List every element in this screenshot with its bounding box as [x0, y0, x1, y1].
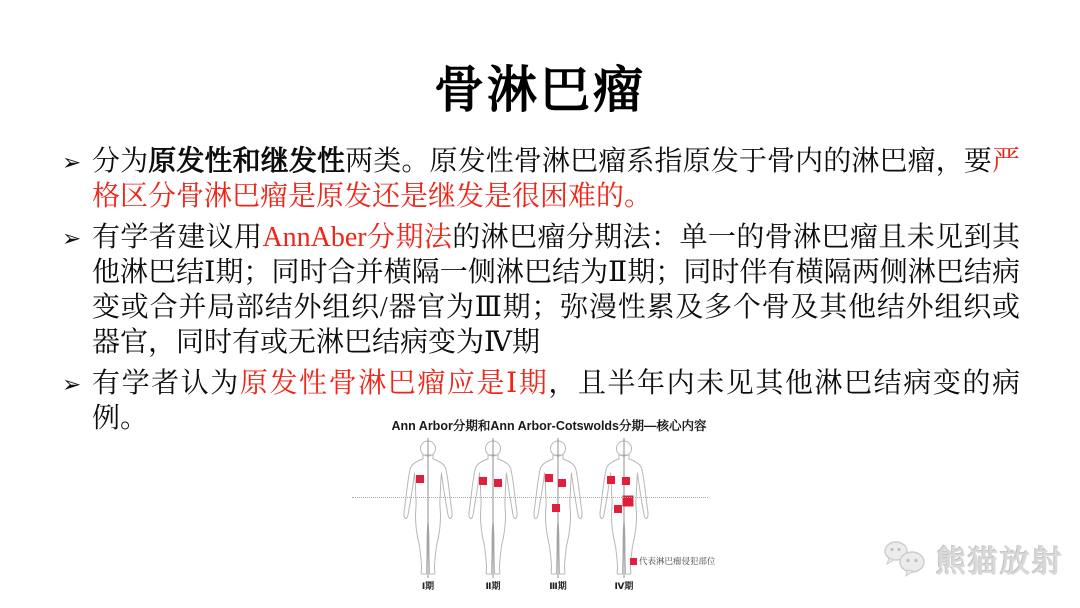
bullet-list	[64, 144, 1020, 442]
text-run: 原发性和继发性	[148, 146, 346, 177]
wechat-bubbles-icon	[882, 540, 928, 578]
diagram-title: Ann Arbor分期和Ann Arbor-Cotswolds分期—核心内容	[391, 419, 707, 433]
stage-label-1: Ⅰ期	[421, 581, 435, 591]
text-run: 分为	[92, 146, 149, 177]
arrow-bullet-icon: ➢	[62, 150, 82, 175]
text-run: 严格区分骨淋巴瘤是原发还是继发是很困难的。	[92, 146, 1020, 212]
ann-arbor-staging-diagram	[340, 416, 722, 604]
body-figure-stage-3	[527, 438, 589, 578]
stage-label-3: Ⅲ期	[549, 581, 567, 591]
text-run: 两类。原发性骨淋巴瘤系指原发于骨内的淋巴瘤，要	[345, 146, 992, 177]
text-run: ，且半年内未见其他淋巴结病变的病例。	[92, 368, 1020, 434]
page-title: 骨淋巴瘤	[434, 62, 646, 118]
legend-label: 代表淋巴瘤侵犯部位	[639, 556, 716, 566]
arrow-bullet-icon: ➢	[62, 372, 82, 397]
text-run: 原发性骨淋巴瘤应是Ⅰ期	[239, 368, 549, 399]
legend-red-square-swatch	[630, 558, 637, 565]
diagram-legend	[630, 555, 716, 567]
stage-label-2: Ⅱ期	[485, 581, 501, 591]
diaphragm-dotted-line	[352, 497, 708, 498]
text-run: 有学者建议用	[92, 222, 263, 253]
bullet-item-1	[64, 144, 1020, 214]
watermark	[882, 537, 1064, 581]
body-figure-stage-2	[462, 438, 524, 578]
arrow-bullet-icon: ➢	[62, 226, 82, 251]
body-figure-stage-1	[397, 438, 459, 578]
stage-label-4: Ⅳ期	[614, 581, 634, 591]
text-run: AnnAber分期法	[262, 222, 453, 253]
watermark-text: 熊猫放射	[936, 546, 1064, 579]
text-run: 的淋巴瘤分期法：单一的骨淋巴瘤且未见到其他淋巴结Ⅰ期；同时合并横隔一侧淋巴结为Ⅱ期；同时伴有横隔两侧淋巴结病变或合并局部结外组织/器官为Ⅲ期；弥漫性累及多个骨及其他结外组织或器官，同时有或无淋巴结病变为Ⅳ期	[92, 222, 1020, 358]
bullet-item-2	[64, 220, 1020, 360]
text-run: 有学者认为	[92, 368, 240, 399]
